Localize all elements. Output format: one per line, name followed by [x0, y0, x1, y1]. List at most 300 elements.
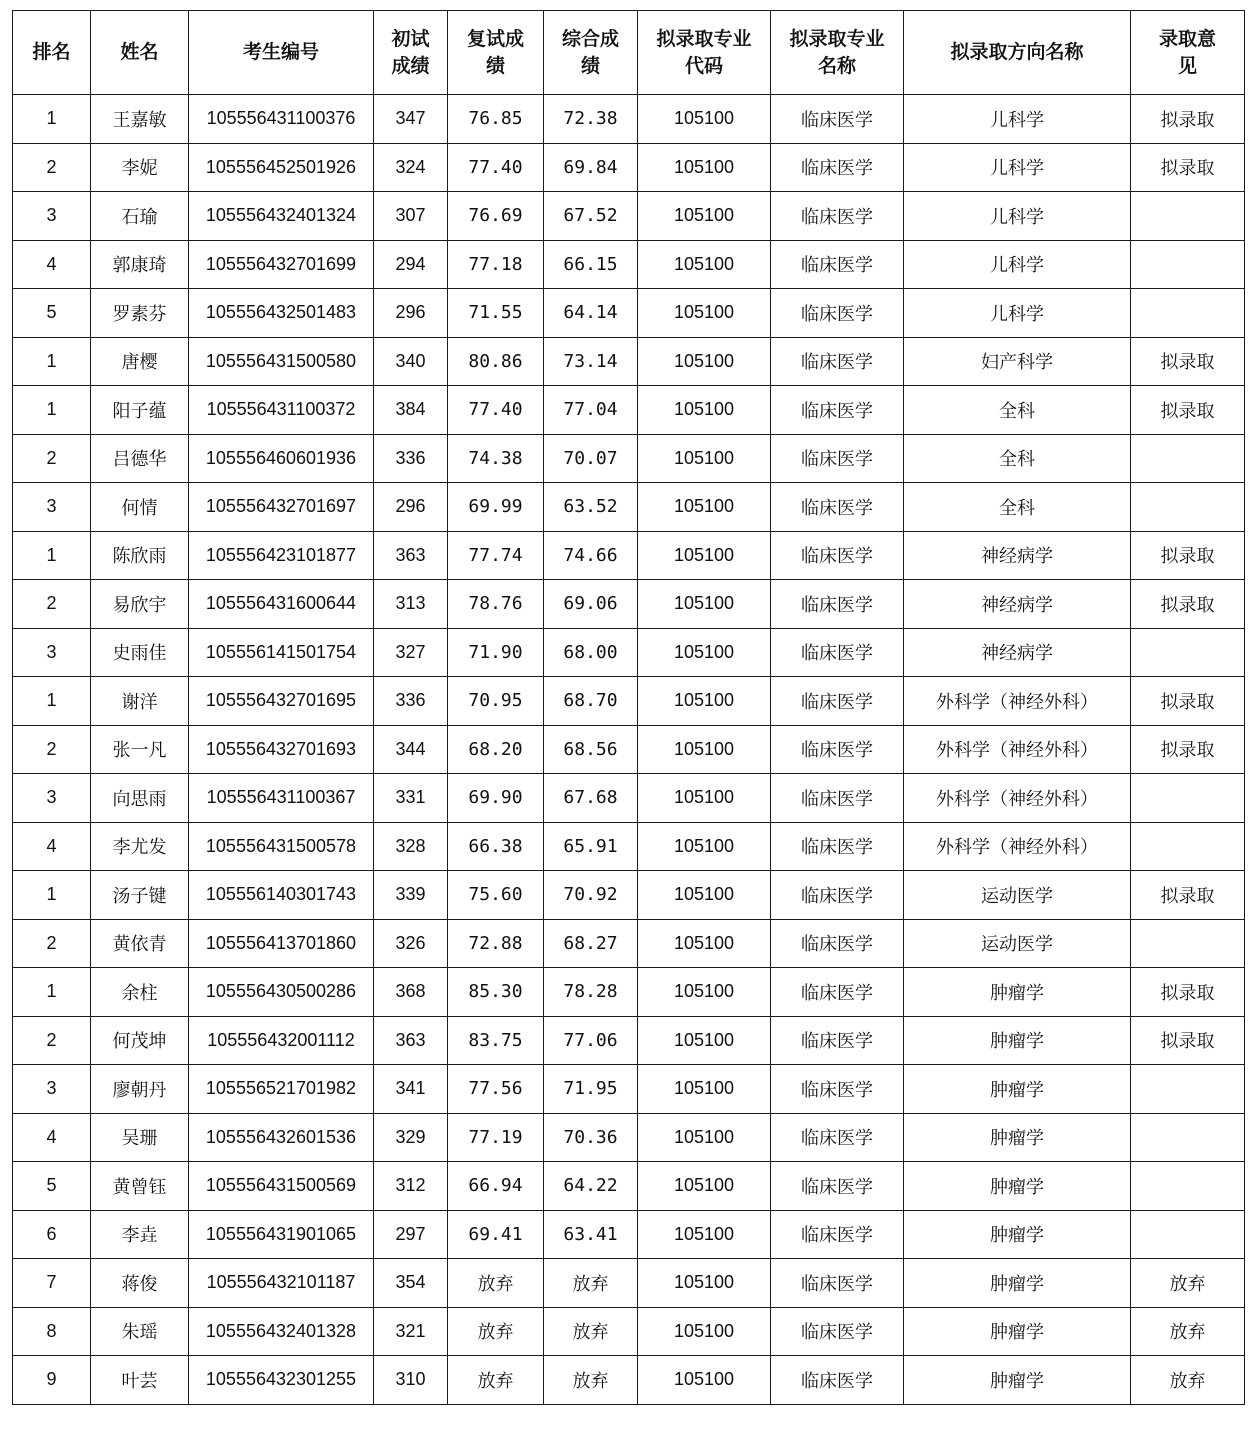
cell-direction: 肿瘤学: [904, 1307, 1131, 1356]
cell-retest-score: 放弃: [448, 1307, 544, 1356]
cell-rank: 6: [13, 1210, 91, 1259]
table-body: [13, 95, 1245, 1405]
table-row: [13, 919, 1245, 968]
cell-exam-id: 105556431600644: [189, 580, 374, 629]
cell-retest-score: 70.95: [448, 677, 544, 726]
cell-decision: 拟录取: [1131, 871, 1245, 920]
cell-retest-score: 66.94: [448, 1162, 544, 1211]
table-row: [13, 1210, 1245, 1259]
cell-name: 谢洋: [91, 677, 189, 726]
cell-major-code: 105100: [638, 434, 771, 483]
table-row: [13, 1162, 1245, 1211]
cell-prelim-score: 324: [374, 143, 448, 192]
cell-major-code: 105100: [638, 1113, 771, 1162]
cell-prelim-score: 339: [374, 871, 448, 920]
cell-major-code: 105100: [638, 774, 771, 823]
cell-major-name: 临床医学: [771, 240, 904, 289]
table-row: [13, 192, 1245, 241]
header-major-code: 拟录取专业代码: [638, 11, 771, 95]
table-row: [13, 871, 1245, 920]
cell-decision: [1131, 434, 1245, 483]
cell-retest-score: 77.18: [448, 240, 544, 289]
cell-direction: 肿瘤学: [904, 968, 1131, 1017]
cell-total-score: 68.70: [544, 677, 638, 726]
cell-major-name: 临床医学: [771, 531, 904, 580]
cell-major-name: 临床医学: [771, 725, 904, 774]
cell-rank: 4: [13, 240, 91, 289]
cell-retest-score: 77.19: [448, 1113, 544, 1162]
cell-rank: 1: [13, 677, 91, 726]
cell-retest-score: 66.38: [448, 822, 544, 871]
cell-retest-score: 85.30: [448, 968, 544, 1017]
cell-major-code: 105100: [638, 386, 771, 435]
cell-decision: 拟录取: [1131, 337, 1245, 386]
cell-name: 李垚: [91, 1210, 189, 1259]
cell-rank: 1: [13, 871, 91, 920]
cell-major-name: 临床医学: [771, 289, 904, 338]
cell-name: 汤子键: [91, 871, 189, 920]
cell-retest-score: 69.41: [448, 1210, 544, 1259]
cell-total-score: 70.92: [544, 871, 638, 920]
cell-major-code: 105100: [638, 628, 771, 677]
cell-total-score: 64.22: [544, 1162, 638, 1211]
cell-direction: 儿科学: [904, 143, 1131, 192]
cell-exam-id: 105556432101187: [189, 1259, 374, 1308]
cell-decision: [1131, 1113, 1245, 1162]
cell-total-score: 放弃: [544, 1356, 638, 1405]
cell-major-name: 临床医学: [771, 1259, 904, 1308]
cell-exam-id: 105556430500286: [189, 968, 374, 1017]
cell-retest-score: 76.69: [448, 192, 544, 241]
cell-prelim-score: 336: [374, 434, 448, 483]
cell-total-score: 67.68: [544, 774, 638, 823]
cell-direction: 运动医学: [904, 919, 1131, 968]
cell-name: 余柱: [91, 968, 189, 1017]
cell-major-code: 105100: [638, 580, 771, 629]
header-direction: 拟录取方向名称: [904, 11, 1131, 95]
table-row: [13, 580, 1245, 629]
cell-direction: 肿瘤学: [904, 1356, 1131, 1405]
cell-total-score: 70.36: [544, 1113, 638, 1162]
table-row: [13, 1356, 1245, 1405]
cell-total-score: 69.06: [544, 580, 638, 629]
header-name: 姓名: [91, 11, 189, 95]
cell-major-name: 临床医学: [771, 1065, 904, 1114]
cell-major-code: 105100: [638, 337, 771, 386]
table-row: [13, 968, 1245, 1017]
cell-direction: 全科: [904, 483, 1131, 532]
cell-direction: 全科: [904, 386, 1131, 435]
cell-major-code: 105100: [638, 1065, 771, 1114]
cell-name: 吴珊: [91, 1113, 189, 1162]
header-prelim-score: 初试成绩: [374, 11, 448, 95]
cell-rank: 3: [13, 628, 91, 677]
cell-direction: 全科: [904, 434, 1131, 483]
cell-decision: 拟录取: [1131, 725, 1245, 774]
cell-name: 黄曾钰: [91, 1162, 189, 1211]
table-row: [13, 822, 1245, 871]
cell-major-name: 临床医学: [771, 580, 904, 629]
cell-prelim-score: 347: [374, 95, 448, 144]
cell-retest-score: 77.56: [448, 1065, 544, 1114]
cell-retest-score: 71.90: [448, 628, 544, 677]
cell-prelim-score: 310: [374, 1356, 448, 1405]
table-row: [13, 1016, 1245, 1065]
cell-major-code: 105100: [638, 871, 771, 920]
table-row: [13, 1259, 1245, 1308]
header-retest-score: 复试成绩: [448, 11, 544, 95]
cell-direction: 肿瘤学: [904, 1113, 1131, 1162]
cell-decision: [1131, 1065, 1245, 1114]
cell-decision: 放弃: [1131, 1307, 1245, 1356]
cell-major-name: 临床医学: [771, 483, 904, 532]
cell-exam-id: 105556460601936: [189, 434, 374, 483]
cell-decision: 拟录取: [1131, 580, 1245, 629]
cell-direction: 妇产科学: [904, 337, 1131, 386]
cell-rank: 1: [13, 95, 91, 144]
cell-name: 石瑜: [91, 192, 189, 241]
cell-rank: 2: [13, 919, 91, 968]
cell-prelim-score: 328: [374, 822, 448, 871]
cell-rank: 2: [13, 580, 91, 629]
cell-direction: 神经病学: [904, 531, 1131, 580]
cell-retest-score: 72.88: [448, 919, 544, 968]
cell-prelim-score: 344: [374, 725, 448, 774]
cell-decision: 拟录取: [1131, 531, 1245, 580]
cell-direction: 肿瘤学: [904, 1162, 1131, 1211]
table-row: [13, 240, 1245, 289]
cell-major-code: 105100: [638, 143, 771, 192]
cell-rank: 1: [13, 968, 91, 1017]
cell-major-name: 临床医学: [771, 1210, 904, 1259]
cell-exam-id: 105556431100372: [189, 386, 374, 435]
cell-retest-score: 71.55: [448, 289, 544, 338]
table-row: [13, 434, 1245, 483]
cell-major-code: 105100: [638, 968, 771, 1017]
cell-name: 吕德华: [91, 434, 189, 483]
cell-decision: [1131, 240, 1245, 289]
cell-major-name: 临床医学: [771, 968, 904, 1017]
cell-total-score: 71.95: [544, 1065, 638, 1114]
cell-major-code: 105100: [638, 192, 771, 241]
cell-decision: [1131, 822, 1245, 871]
cell-major-name: 临床医学: [771, 337, 904, 386]
cell-exam-id: 105556431500569: [189, 1162, 374, 1211]
cell-major-name: 临床医学: [771, 1113, 904, 1162]
cell-prelim-score: 341: [374, 1065, 448, 1114]
cell-major-name: 临床医学: [771, 386, 904, 435]
cell-name: 易欣宇: [91, 580, 189, 629]
cell-exam-id: 105556431500578: [189, 822, 374, 871]
cell-prelim-score: 354: [374, 1259, 448, 1308]
cell-major-code: 105100: [638, 725, 771, 774]
cell-total-score: 77.06: [544, 1016, 638, 1065]
cell-prelim-score: 321: [374, 1307, 448, 1356]
cell-rank: 3: [13, 483, 91, 532]
cell-major-code: 105100: [638, 822, 771, 871]
cell-total-score: 73.14: [544, 337, 638, 386]
cell-total-score: 64.14: [544, 289, 638, 338]
cell-name: 阳子蕴: [91, 386, 189, 435]
cell-direction: 外科学（神经外科）: [904, 725, 1131, 774]
cell-prelim-score: 313: [374, 580, 448, 629]
cell-exam-id: 105556432401328: [189, 1307, 374, 1356]
cell-name: 叶芸: [91, 1356, 189, 1405]
cell-prelim-score: 327: [374, 628, 448, 677]
header-row: [13, 11, 1245, 95]
table-row: [13, 677, 1245, 726]
cell-rank: 8: [13, 1307, 91, 1356]
cell-name: 黄依青: [91, 919, 189, 968]
cell-decision: [1131, 919, 1245, 968]
cell-decision: [1131, 192, 1245, 241]
cell-exam-id: 105556431100376: [189, 95, 374, 144]
cell-retest-score: 69.99: [448, 483, 544, 532]
cell-name: 陈欣雨: [91, 531, 189, 580]
cell-total-score: 68.00: [544, 628, 638, 677]
cell-name: 史雨佳: [91, 628, 189, 677]
cell-rank: 5: [13, 289, 91, 338]
cell-decision: 拟录取: [1131, 968, 1245, 1017]
cell-name: 廖朝丹: [91, 1065, 189, 1114]
table-row: [13, 95, 1245, 144]
cell-major-code: 105100: [638, 1016, 771, 1065]
cell-rank: 4: [13, 1113, 91, 1162]
cell-rank: 1: [13, 531, 91, 580]
cell-direction: 运动医学: [904, 871, 1131, 920]
cell-decision: 拟录取: [1131, 677, 1245, 726]
cell-retest-score: 放弃: [448, 1356, 544, 1405]
cell-major-code: 105100: [638, 1356, 771, 1405]
cell-prelim-score: 336: [374, 677, 448, 726]
cell-major-name: 临床医学: [771, 1016, 904, 1065]
table-row: [13, 1065, 1245, 1114]
header-total-score: 综合成绩: [544, 11, 638, 95]
cell-prelim-score: 340: [374, 337, 448, 386]
cell-major-code: 105100: [638, 1259, 771, 1308]
cell-major-name: 临床医学: [771, 1356, 904, 1405]
cell-major-code: 105100: [638, 95, 771, 144]
cell-decision: 拟录取: [1131, 386, 1245, 435]
header-decision: 录取意见: [1131, 11, 1245, 95]
cell-retest-score: 77.40: [448, 143, 544, 192]
cell-name: 何茂坤: [91, 1016, 189, 1065]
cell-total-score: 63.41: [544, 1210, 638, 1259]
cell-name: 朱瑶: [91, 1307, 189, 1356]
admission-table: [12, 10, 1245, 1405]
cell-name: 向思雨: [91, 774, 189, 823]
cell-total-score: 74.66: [544, 531, 638, 580]
cell-prelim-score: 363: [374, 1016, 448, 1065]
cell-total-score: 63.52: [544, 483, 638, 532]
cell-total-score: 65.91: [544, 822, 638, 871]
cell-major-name: 临床医学: [771, 434, 904, 483]
cell-exam-id: 105556432601536: [189, 1113, 374, 1162]
cell-major-name: 临床医学: [771, 1162, 904, 1211]
cell-exam-id: 105556431500580: [189, 337, 374, 386]
header-rank: 排名: [13, 11, 91, 95]
cell-direction: 儿科学: [904, 192, 1131, 241]
cell-name: 李妮: [91, 143, 189, 192]
cell-exam-id: 105556431100367: [189, 774, 374, 823]
cell-major-name: 临床医学: [771, 1307, 904, 1356]
cell-major-name: 临床医学: [771, 143, 904, 192]
cell-decision: [1131, 628, 1245, 677]
cell-major-code: 105100: [638, 919, 771, 968]
cell-direction: 外科学（神经外科）: [904, 774, 1131, 823]
cell-major-code: 105100: [638, 1307, 771, 1356]
cell-rank: 5: [13, 1162, 91, 1211]
cell-direction: 儿科学: [904, 240, 1131, 289]
cell-prelim-score: 312: [374, 1162, 448, 1211]
cell-rank: 2: [13, 143, 91, 192]
cell-direction: 神经病学: [904, 628, 1131, 677]
cell-decision: [1131, 289, 1245, 338]
cell-direction: 儿科学: [904, 95, 1131, 144]
table-header: [13, 11, 1245, 95]
table-row: [13, 386, 1245, 435]
cell-name: 罗素芬: [91, 289, 189, 338]
cell-name: 王嘉敏: [91, 95, 189, 144]
cell-major-code: 105100: [638, 1162, 771, 1211]
table-row: [13, 531, 1245, 580]
cell-retest-score: 77.74: [448, 531, 544, 580]
cell-direction: 肿瘤学: [904, 1065, 1131, 1114]
cell-major-name: 临床医学: [771, 822, 904, 871]
cell-major-code: 105100: [638, 240, 771, 289]
cell-exam-id: 105556432501483: [189, 289, 374, 338]
cell-direction: 外科学（神经外科）: [904, 677, 1131, 726]
cell-exam-id: 105556521701982: [189, 1065, 374, 1114]
cell-total-score: 72.38: [544, 95, 638, 144]
cell-prelim-score: 326: [374, 919, 448, 968]
cell-retest-score: 75.60: [448, 871, 544, 920]
cell-decision: [1131, 1162, 1245, 1211]
table-row: [13, 143, 1245, 192]
cell-total-score: 66.15: [544, 240, 638, 289]
cell-rank: 1: [13, 386, 91, 435]
cell-rank: 9: [13, 1356, 91, 1405]
cell-direction: 神经病学: [904, 580, 1131, 629]
cell-rank: 3: [13, 774, 91, 823]
table-row: [13, 628, 1245, 677]
cell-exam-id: 105556432301255: [189, 1356, 374, 1405]
cell-direction: 外科学（神经外科）: [904, 822, 1131, 871]
cell-prelim-score: 329: [374, 1113, 448, 1162]
cell-total-score: 68.27: [544, 919, 638, 968]
cell-major-name: 临床医学: [771, 677, 904, 726]
cell-major-name: 临床医学: [771, 774, 904, 823]
cell-total-score: 78.28: [544, 968, 638, 1017]
cell-retest-score: 78.76: [448, 580, 544, 629]
cell-rank: 3: [13, 192, 91, 241]
cell-rank: 7: [13, 1259, 91, 1308]
table-row: [13, 483, 1245, 532]
cell-prelim-score: 296: [374, 289, 448, 338]
cell-exam-id: 105556141501754: [189, 628, 374, 677]
cell-prelim-score: 331: [374, 774, 448, 823]
table-row: [13, 725, 1245, 774]
cell-major-name: 临床医学: [771, 628, 904, 677]
cell-exam-id: 105556432701695: [189, 677, 374, 726]
table-row: [13, 337, 1245, 386]
cell-retest-score: 77.40: [448, 386, 544, 435]
cell-total-score: 67.52: [544, 192, 638, 241]
cell-prelim-score: 384: [374, 386, 448, 435]
cell-major-code: 105100: [638, 289, 771, 338]
cell-exam-id: 105556423101877: [189, 531, 374, 580]
cell-prelim-score: 307: [374, 192, 448, 241]
cell-exam-id: 105556140301743: [189, 871, 374, 920]
cell-prelim-score: 294: [374, 240, 448, 289]
cell-retest-score: 80.86: [448, 337, 544, 386]
cell-name: 唐樱: [91, 337, 189, 386]
cell-retest-score: 83.75: [448, 1016, 544, 1065]
cell-retest-score: 69.90: [448, 774, 544, 823]
cell-decision: [1131, 774, 1245, 823]
table-row: [13, 1307, 1245, 1356]
cell-rank: 2: [13, 725, 91, 774]
cell-rank: 2: [13, 1016, 91, 1065]
cell-exam-id: 105556432001112: [189, 1016, 374, 1065]
cell-name: 李尤发: [91, 822, 189, 871]
cell-decision: 拟录取: [1131, 143, 1245, 192]
cell-exam-id: 105556413701860: [189, 919, 374, 968]
cell-total-score: 77.04: [544, 386, 638, 435]
cell-exam-id: 105556431901065: [189, 1210, 374, 1259]
cell-decision: 拟录取: [1131, 95, 1245, 144]
header-exam-id: 考生编号: [189, 11, 374, 95]
cell-major-name: 临床医学: [771, 95, 904, 144]
cell-rank: 2: [13, 434, 91, 483]
cell-major-code: 105100: [638, 677, 771, 726]
cell-total-score: 69.84: [544, 143, 638, 192]
table-row: [13, 774, 1245, 823]
cell-major-code: 105100: [638, 531, 771, 580]
cell-retest-score: 76.85: [448, 95, 544, 144]
cell-name: 张一凡: [91, 725, 189, 774]
cell-name: 蒋俊: [91, 1259, 189, 1308]
cell-prelim-score: 368: [374, 968, 448, 1017]
cell-retest-score: 68.20: [448, 725, 544, 774]
cell-major-name: 临床医学: [771, 192, 904, 241]
cell-major-code: 105100: [638, 1210, 771, 1259]
cell-major-code: 105100: [638, 483, 771, 532]
cell-direction: 儿科学: [904, 289, 1131, 338]
cell-direction: 肿瘤学: [904, 1016, 1131, 1065]
cell-decision: 放弃: [1131, 1356, 1245, 1405]
cell-major-name: 临床医学: [771, 919, 904, 968]
cell-total-score: 放弃: [544, 1259, 638, 1308]
cell-rank: 4: [13, 822, 91, 871]
table-row: [13, 1113, 1245, 1162]
cell-exam-id: 105556432701693: [189, 725, 374, 774]
cell-decision: [1131, 483, 1245, 532]
cell-prelim-score: 296: [374, 483, 448, 532]
cell-decision: 放弃: [1131, 1259, 1245, 1308]
cell-name: 何情: [91, 483, 189, 532]
cell-total-score: 放弃: [544, 1307, 638, 1356]
cell-exam-id: 105556432701699: [189, 240, 374, 289]
cell-major-name: 临床医学: [771, 871, 904, 920]
cell-exam-id: 105556452501926: [189, 143, 374, 192]
cell-decision: 拟录取: [1131, 1016, 1245, 1065]
cell-decision: [1131, 1210, 1245, 1259]
cell-direction: 肿瘤学: [904, 1210, 1131, 1259]
cell-rank: 3: [13, 1065, 91, 1114]
cell-retest-score: 74.38: [448, 434, 544, 483]
cell-retest-score: 放弃: [448, 1259, 544, 1308]
